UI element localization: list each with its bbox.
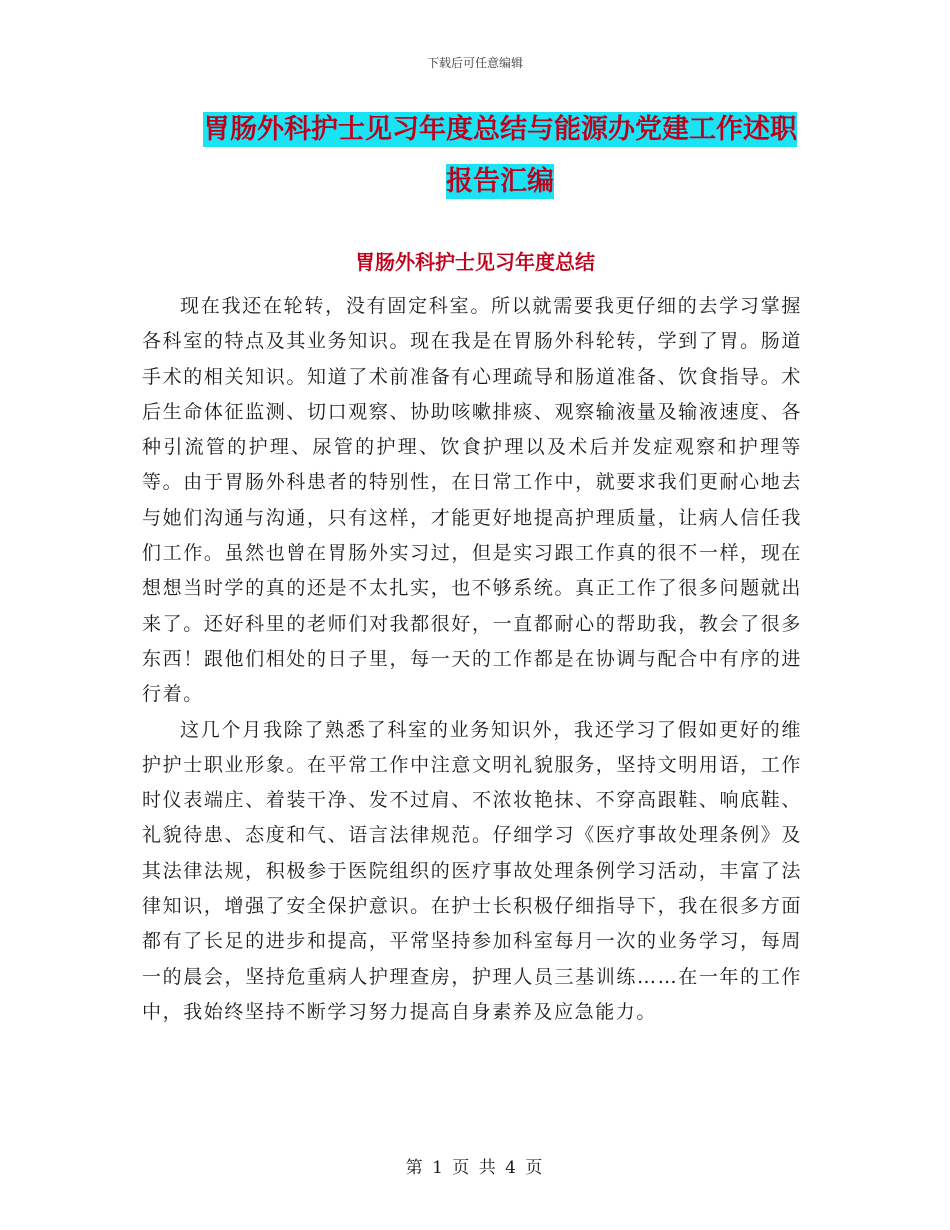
paragraph: 这几个月我除了熟悉了科室的业务知识外，我还学习了假如更好的维护护士职业形象。在平常工作中注意文明礼貌服务，坚持文明用语，工作时仪表端庄、着装干净、发不过肩、不浓妆艳抹、不穿高跟鞋、响底鞋、礼貌待患、态度和气、语言法律规范。仔细学习《医疗事故处理条例》及其法律法规，积极参于医院组织的医疗事故处理条例学习活动，丰富了法律知识，增强了安全保护意识。在护士长积极仔细指导下，我在很多方面都有了长足的进步和提高，平常坚持参加科室每月一次的业务学习，每周一的晨会，坚持危重病人护理查房，护理人员三基训练……在一年的工作中，我始终坚持不断学习努力提高自身素养及应急能力。 — [142, 718, 802, 1023]
page-number-footer: 第 1 页 共 4 页 — [405, 1158, 545, 1178]
document-title-text: 胃肠外科护士见习年度总结与能源办党建工作述职报告汇编 — [203, 114, 797, 197]
section-title: 胃肠外科护士见习年度总结 — [355, 250, 595, 274]
paragraph: 现在我还在轮转，没有固定科室。所以就需要我更仔细的去学习掌握各科室的特点及其业务知识。现在我是在胃肠外科轮转，学到了胃。肠道手术的相关知识。知道了术前准备有心理疏导和肠道准备、饮食指导。术后生命体征监测、切口观察、协助咳嗽排痰、观察输液量及输液速度、各种引流管的护理、尿管的护理、饮食护理以及术后并发症观察和护理等等。由于胃肠外科患者的特别性，在日常工作中，就要求我们更耐心地去与她们沟通与沟通，只有这样，才能更好地提高护理质量，让病人信任我们工作。虽然也曾在胃肠外实习过，但是实习跟工作真的很不一样，现在想想当时学的真的还是不太扎实，也不够系统。真正工作了很多问题就出来了。还好科里的老师们对我都很好，一直都耐心的帮助我，教会了很多东西！跟他们相处的日子里，每一天的工作都是在协调与配合中有序的进行着。 — [142, 295, 802, 706]
page-header-note: 下载后可任意编辑 — [426, 56, 523, 70]
document-body — [142, 289, 802, 1030]
document-title — [190, 104, 810, 208]
